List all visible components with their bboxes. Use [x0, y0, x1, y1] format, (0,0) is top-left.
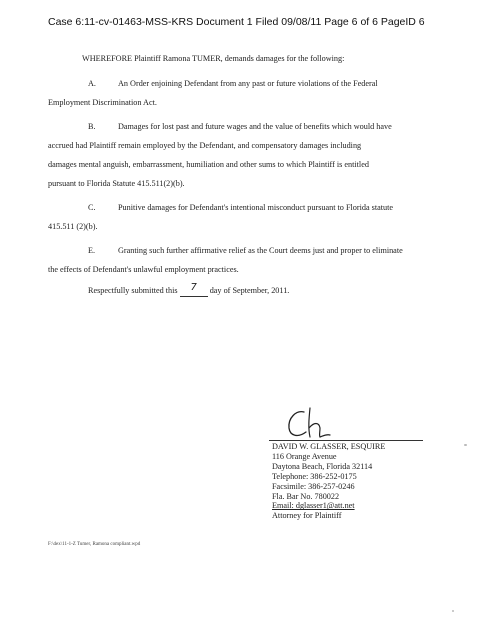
attorney-name: DAVID W. GLASSER, ESQUIRE [272, 442, 386, 451]
file-reference: F:\dex\11-1-Z Tumer, Ramona compliant.wpd [48, 542, 141, 547]
item-a-line-1: An Order enjoining Defendant from any past or future violations of the Federal [118, 79, 378, 88]
intro-paragraph: WHEREFORE Plaintiff Ramona TUMER, demands damages for the following: [82, 54, 345, 63]
city-state-zip: Daytona Beach, Florida 32114 [272, 461, 373, 471]
signature-block [272, 442, 385, 521]
street-address: 116 Orange Avenue [272, 451, 337, 461]
submitted-day: 7 [190, 282, 197, 293]
handwritten-signature [282, 406, 342, 442]
attorney-role: Attorney for Plaintiff [272, 511, 342, 521]
item-b-line-1: Damages for lost past and future wages and the value of benefits which would have [118, 122, 392, 131]
item-e-line-1: Granting such further affirmative relief as the Court deems just and proper to eliminate [118, 246, 403, 255]
signature-rule [269, 440, 423, 441]
item-e-letter: E. [88, 246, 96, 255]
submitted-line [88, 282, 290, 297]
submitted-day-blank [180, 282, 208, 297]
item-b-line-4: pursuant to Florida Statute 415.511(2)(b). [48, 179, 185, 188]
telephone: Telephone: 386-252-0175 [272, 471, 357, 481]
item-c-line-1: Punitive damages for Defendant's intentional misconduct pursuant to Florida statute [118, 203, 394, 212]
case-header: Case 6:11-cv-01463-MSS-KRS Document 1 Filed 09/08/11 Page 6 of 6 PageID 6 [48, 16, 425, 28]
item-b-line-3: damages mental anguish, embarrassment, humiliation and other sums to which Plaintiff is entitled [48, 160, 369, 169]
item-a-line-2: Employment Discrimination Act. [48, 98, 157, 107]
submitted-prefix: Respectfully submitted this [88, 286, 178, 295]
item-b-letter: B. [88, 122, 96, 131]
item-e-line-2: the effects of Defendant's unlawful employment practices. [48, 265, 239, 274]
bar-number: Fla. Bar No. 780022 [272, 491, 340, 501]
facsimile: Facsimile: 386-257-0246 [272, 481, 355, 491]
email: Email: dglasser1@att.net [272, 501, 355, 511]
scan-speck [464, 444, 467, 446]
scan-speck [452, 610, 454, 612]
submitted-suffix: day of September, 2011. [209, 286, 290, 295]
item-a-letter: A. [88, 79, 96, 88]
item-c-letter: C. [88, 203, 96, 212]
item-b-line-2: accrued had Plaintiff remain employed by the Defendant, and compensatory damages including [48, 141, 362, 150]
item-c-line-2: 415.511 (2)(b). [48, 222, 98, 231]
